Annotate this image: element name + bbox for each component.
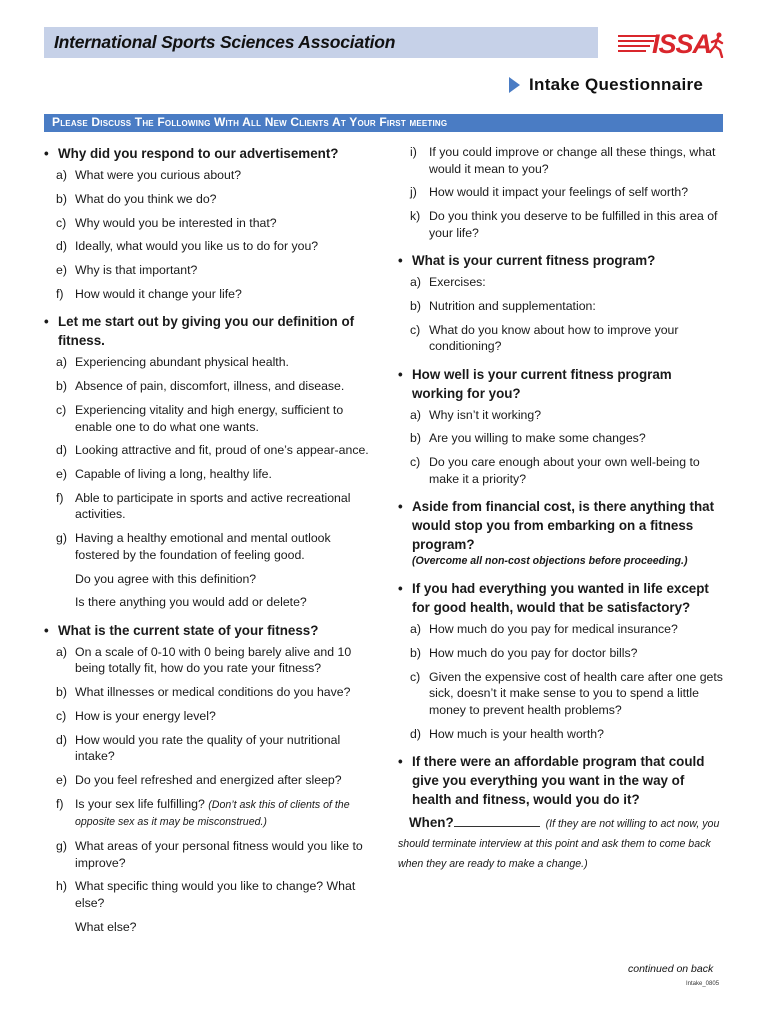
list-item: b) Nutrition and supplementation: [410,298,596,313]
list-item: f) Able to participate in sports and active recreational activities. [56,490,351,522]
question-items [398,274,724,355]
list-item: g) What areas of your personal fitness would you like to improve? [56,839,363,870]
list-item: f) How would it change your life? [56,286,242,301]
question-group [44,312,374,610]
list-item: c) Do you care enough about your own well-being to make it a priority? [410,455,700,486]
list-item: b) Absence of pain, discomfort, illness, and disease. [56,379,345,394]
list-item: b) What illnesses or medical conditions do you have? [56,685,351,700]
logo-stripe [618,50,646,52]
question-group [398,251,724,355]
list-item: e) Do you feel refreshed and energized after sleep? [56,773,342,788]
list-item: h) What specific thing would you like to change? What else? [56,879,356,910]
when-note: (If they are not willing to act now, you should terminate interview at this point and ask them to come back when they are ready to make a change.) [398,818,720,871]
follow-up: Is there anything you would add or delete? [75,595,307,610]
list-item: d) How would you rate the quality of your nutritional intake? [56,732,341,764]
question-heading: • Let me start out by giving you our definition of fitness. [44,314,355,349]
banner-text: Please Discuss The Following With All New Clients At Your First meeting [52,115,448,129]
question-items [44,644,374,935]
list-item: d) How much is your health worth? [410,726,604,741]
question-group [398,365,724,488]
page-title: Intake Questionnaire [529,75,704,94]
list-item: c) How is your energy level? [56,708,216,723]
list-item: j) How would it impact your feelings of self worth? [410,185,689,200]
follow-up: Do you agree with this definition? [75,571,257,586]
list-item: e) Why is that important? [56,263,198,278]
question-group [44,144,374,302]
question-items [44,167,374,302]
logo-stripe [618,45,650,47]
question-items [398,621,724,742]
when-line [398,813,724,874]
list-item: a) Exercises: [410,275,486,290]
list-item: d) Ideally, what would you like us to do for you? [56,239,319,254]
question-heading: • How well is your current fitness program working for you? [398,366,672,401]
list-item: f) Is your sex life fulfilling? (Don’t ask this of clients of the opposite sex as it may be misconstrued.) [56,796,350,829]
question-items [398,407,724,488]
question-group [398,752,724,874]
list-item: c) Experiencing vitality and high energy, sufficient to enable one to do what one wants. [56,403,344,434]
question-heading: • If there were an affordable program that could give you everything you want in the way of health and fitness, would you do it? [398,754,705,808]
when-blank-field[interactable] [454,815,540,827]
question-group [398,144,724,241]
list-item: c) What do you know about how to improve your conditioning? [410,322,679,354]
right-column [398,144,724,884]
list-item: d) Looking attractive and fit, proud of one’s appear-ance. [56,443,369,458]
question-group [398,579,724,742]
list-item: a) Experiencing abundant physical health. [56,355,289,370]
runner-icon [708,32,724,58]
list-item: i) If you could improve or change all these things, what would it mean to you? [410,145,716,176]
org-name: International Sports Sciences Association [54,32,396,52]
list-item: a) On a scale of 0-10 with 0 being barely alive and 10 being totally fit, how do you rate your fitness? [56,644,352,676]
question-heading: • Aside from financial cost, is there anything that would stop you from embarking on a fitness program? [398,499,715,553]
list-item: b) How much do you pay for doctor bills? [410,646,638,661]
form-code: Intake_0805 [686,981,720,987]
list-item: b) What do you think we do? [56,191,217,206]
list-item: a) Why isn’t it working? [410,407,542,422]
caution-note: (Don’t ask this of clients of the opposite sex as it may be misconstrued.) [75,798,350,829]
question-heading: • What is your current fitness program? [398,253,656,269]
left-column [44,144,374,945]
when-label: When? [409,815,454,831]
list-item: g) Having a healthy emotional and mental outlook fostered by the foundation of feeling good. [56,531,331,562]
list-item: e) Capable of living a long, healthy life. [56,467,272,482]
instruction-note: (Overcome all non-cost objections before proceeding.) [412,555,688,568]
question-heading: • What is the current state of your fitness? [44,622,319,638]
list-item: c) Given the expensive cost of health care after one gets sick, doesn’t it make sense to you to spend a little money to prevent health problems? [410,669,723,717]
list-item: a) How much do you pay for medical insurance? [410,622,678,637]
list-item: c) Why would you be interested in that? [56,215,277,230]
question-group [44,621,374,935]
title-arrow-icon [509,77,520,93]
question-heading: • Why did you respond to our advertisement? [44,146,339,161]
follow-up: What else? [75,919,137,934]
question-items [44,354,374,610]
list-item: k) Do you think you deserve to be fulfilled in this area of your life? [410,209,718,240]
question-heading: • If you had everything you wanted in life except for good health, would that be satisfactory? [398,581,709,616]
question-group [398,497,724,569]
continued-note: continued on back [628,963,714,975]
instruction-banner [44,114,723,132]
list-item: b) Are you willing to make some changes? [410,431,646,446]
question-items [398,144,724,241]
logo-stripe [618,40,654,42]
list-item: a) What were you curious about? [56,168,242,182]
logo-text: ISSA [652,29,712,59]
issa-logo [618,28,724,62]
